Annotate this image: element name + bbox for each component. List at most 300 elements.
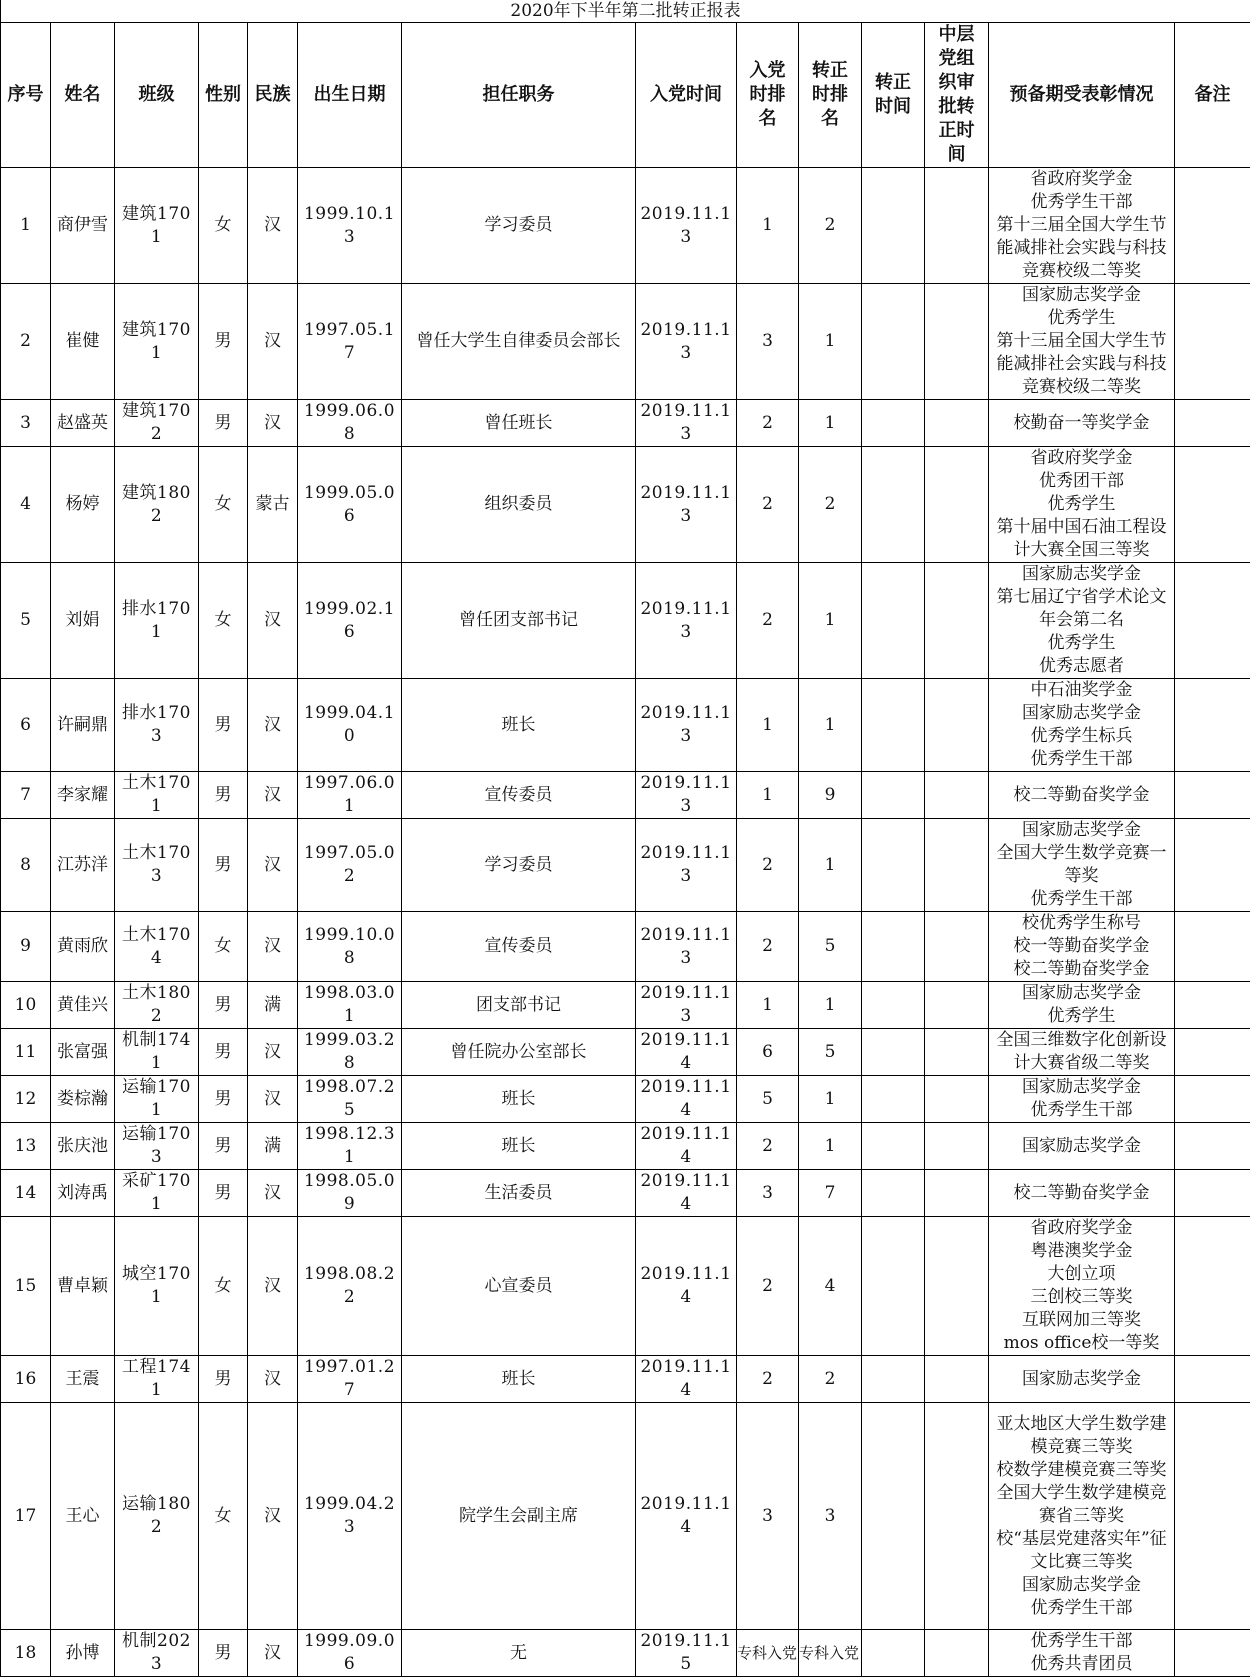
row-regular-rank: 9 bbox=[799, 772, 862, 819]
row-class: 建筑1802 bbox=[115, 447, 199, 563]
row-join-date: 2019.11.14 bbox=[636, 1029, 737, 1076]
row-name: 张庆池 bbox=[51, 1123, 115, 1170]
row-regular-time bbox=[862, 563, 925, 679]
row-join-date: 2019.11.13 bbox=[636, 563, 737, 679]
row-awards bbox=[989, 400, 1175, 447]
row-remarks bbox=[1175, 1170, 1250, 1217]
row-ethnicity: 汉 bbox=[248, 1630, 298, 1677]
row-birth: 1998.05.09 bbox=[298, 1170, 402, 1217]
row-gender: 男 bbox=[199, 1170, 248, 1217]
row-join-date: 2019.11.13 bbox=[636, 400, 737, 447]
header-join-rank: 入党时排名 bbox=[737, 23, 799, 168]
row-awards bbox=[989, 1123, 1175, 1170]
row-birth: 1999.02.16 bbox=[298, 563, 402, 679]
table-row bbox=[1, 1403, 1250, 1630]
row-position: 班长 bbox=[402, 1356, 636, 1403]
row-awards bbox=[989, 912, 1175, 982]
row-class: 土木1703 bbox=[115, 819, 199, 912]
row-birth: 1997.01.27 bbox=[298, 1356, 402, 1403]
row-join-rank: 2 bbox=[737, 400, 799, 447]
row-position: 组织委员 bbox=[402, 447, 636, 563]
row-gender: 男 bbox=[199, 679, 248, 772]
row-join-rank: 3 bbox=[737, 1403, 799, 1630]
table-row bbox=[1, 1356, 1250, 1403]
row-awards bbox=[989, 1356, 1175, 1403]
row-class: 土木1704 bbox=[115, 912, 199, 982]
header-gender: 性别 bbox=[199, 23, 248, 168]
header-ethnicity: 民族 bbox=[248, 23, 298, 168]
row-position: 宣传委员 bbox=[402, 912, 636, 982]
header-approval-time: 中层党组织审批转正时间 bbox=[925, 23, 989, 168]
table-row bbox=[1, 679, 1250, 772]
award-item: 国家励志奖学金 bbox=[991, 1135, 1172, 1158]
row-regular-rank: 1 bbox=[799, 400, 862, 447]
row-join-rank: 1 bbox=[737, 772, 799, 819]
row-ethnicity: 汉 bbox=[248, 1356, 298, 1403]
row-class: 机制2023 bbox=[115, 1630, 199, 1677]
table-row bbox=[1, 284, 1250, 400]
row-gender: 男 bbox=[199, 400, 248, 447]
award-item: 粤港澳奖学金 bbox=[991, 1240, 1172, 1263]
award-item: 国家励志奖学金 bbox=[991, 982, 1172, 1005]
row-birth: 1998.03.01 bbox=[298, 982, 402, 1029]
row-seq: 14 bbox=[1, 1170, 51, 1217]
row-join-rank: 3 bbox=[737, 284, 799, 400]
row-seq: 8 bbox=[1, 819, 51, 912]
row-seq: 16 bbox=[1, 1356, 51, 1403]
row-regular-rank: 2 bbox=[799, 447, 862, 563]
row-ethnicity: 汉 bbox=[248, 1403, 298, 1630]
row-gender: 女 bbox=[199, 1403, 248, 1630]
row-regular-time bbox=[862, 1076, 925, 1123]
award-item: 优秀团干部 bbox=[991, 470, 1172, 493]
row-regular-time bbox=[862, 819, 925, 912]
row-birth: 1998.08.22 bbox=[298, 1217, 402, 1356]
row-ethnicity: 汉 bbox=[248, 1076, 298, 1123]
award-item: 优秀共青团员 bbox=[991, 1653, 1172, 1676]
header-remarks: 备注 bbox=[1175, 23, 1250, 168]
row-regular-rank: 2 bbox=[799, 168, 862, 284]
row-regular-rank: 1 bbox=[799, 1123, 862, 1170]
row-remarks bbox=[1175, 679, 1250, 772]
row-awards bbox=[989, 168, 1175, 284]
row-approval-time bbox=[925, 1029, 989, 1076]
row-join-rank: 2 bbox=[737, 819, 799, 912]
row-awards bbox=[989, 679, 1175, 772]
row-seq: 2 bbox=[1, 284, 51, 400]
row-join-rank: 1 bbox=[737, 168, 799, 284]
row-awards bbox=[989, 284, 1175, 400]
award-item: 国家励志奖学金 bbox=[991, 563, 1172, 586]
award-item: 优秀学生 bbox=[991, 632, 1172, 655]
row-regular-time bbox=[862, 1217, 925, 1356]
award-item: 全国三维数字化创新设计大赛省级二等奖 bbox=[991, 1029, 1172, 1075]
row-regular-rank: 1 bbox=[799, 679, 862, 772]
row-ethnicity: 满 bbox=[248, 982, 298, 1029]
row-join-date: 2019.11.13 bbox=[636, 447, 737, 563]
row-regular-rank: 5 bbox=[799, 912, 862, 982]
award-item: 亚太地区大学生数学建模竞赛三等奖 bbox=[991, 1413, 1172, 1459]
row-regular-time bbox=[862, 400, 925, 447]
row-join-date: 2019.11.13 bbox=[636, 679, 737, 772]
row-approval-time bbox=[925, 1356, 989, 1403]
row-gender: 女 bbox=[199, 447, 248, 563]
row-regular-rank: 1 bbox=[799, 563, 862, 679]
row-approval-time bbox=[925, 1170, 989, 1217]
table-row bbox=[1, 912, 1250, 982]
award-item: 全国大学生数学建模竞赛省三等奖 bbox=[991, 1482, 1172, 1528]
row-awards bbox=[989, 819, 1175, 912]
table-row bbox=[1, 819, 1250, 912]
row-awards bbox=[989, 1029, 1175, 1076]
row-ethnicity: 蒙古 bbox=[248, 447, 298, 563]
row-remarks bbox=[1175, 912, 1250, 982]
row-approval-time bbox=[925, 772, 989, 819]
award-item: 省政府奖学金 bbox=[991, 1217, 1172, 1240]
award-item: 中石油奖学金 bbox=[991, 679, 1172, 702]
row-name: 曹卓颖 bbox=[51, 1217, 115, 1356]
row-regular-rank: 5 bbox=[799, 1029, 862, 1076]
row-approval-time bbox=[925, 1076, 989, 1123]
row-ethnicity: 汉 bbox=[248, 168, 298, 284]
row-remarks bbox=[1175, 400, 1250, 447]
row-regular-time bbox=[862, 1356, 925, 1403]
row-position: 班长 bbox=[402, 679, 636, 772]
row-regular-rank: 1 bbox=[799, 1076, 862, 1123]
row-awards bbox=[989, 1630, 1175, 1677]
row-name: 许嗣鼎 bbox=[51, 679, 115, 772]
award-item: 第七届辽宁省学术论文年会第二名 bbox=[991, 586, 1172, 632]
row-name: 崔健 bbox=[51, 284, 115, 400]
row-regular-time bbox=[862, 1630, 925, 1677]
row-class: 城空1701 bbox=[115, 1217, 199, 1356]
row-remarks bbox=[1175, 563, 1250, 679]
row-birth: 1999.03.28 bbox=[298, 1029, 402, 1076]
row-approval-time bbox=[925, 1217, 989, 1356]
row-join-rank: 3 bbox=[737, 1170, 799, 1217]
award-item: 校数学建模竞赛三等奖 bbox=[991, 1459, 1172, 1482]
row-regular-time bbox=[862, 982, 925, 1029]
header-join-date: 入党时间 bbox=[636, 23, 737, 168]
row-approval-time bbox=[925, 819, 989, 912]
award-item: 省政府奖学金 bbox=[991, 168, 1172, 191]
row-position: 学习委员 bbox=[402, 819, 636, 912]
row-seq: 13 bbox=[1, 1123, 51, 1170]
row-seq: 4 bbox=[1, 447, 51, 563]
header-regular-rank: 转正时排名 bbox=[799, 23, 862, 168]
row-ethnicity: 汉 bbox=[248, 679, 298, 772]
row-regular-time bbox=[862, 168, 925, 284]
row-regular-rank: 3 bbox=[799, 1403, 862, 1630]
row-gender: 男 bbox=[199, 284, 248, 400]
row-awards bbox=[989, 1076, 1175, 1123]
row-seq: 11 bbox=[1, 1029, 51, 1076]
row-class: 土木1802 bbox=[115, 982, 199, 1029]
award-item: 优秀学生干部 bbox=[991, 1630, 1172, 1653]
report-title: 2020年下半年第二批转正报表 bbox=[1, 0, 1250, 23]
row-join-date: 2019.11.13 bbox=[636, 982, 737, 1029]
row-position: 心宣委员 bbox=[402, 1217, 636, 1356]
row-gender: 男 bbox=[199, 772, 248, 819]
row-join-date: 2019.11.15 bbox=[636, 1630, 737, 1677]
row-position: 团支部书记 bbox=[402, 982, 636, 1029]
row-regular-rank: 1 bbox=[799, 819, 862, 912]
row-gender: 男 bbox=[199, 1029, 248, 1076]
row-remarks bbox=[1175, 1076, 1250, 1123]
award-item: 优秀学生干部 bbox=[991, 191, 1172, 214]
row-ethnicity: 汉 bbox=[248, 563, 298, 679]
row-class: 排水1701 bbox=[115, 563, 199, 679]
award-item: 国家励志奖学金 bbox=[991, 1368, 1172, 1391]
row-position: 曾任大学生自律委员会部长 bbox=[402, 284, 636, 400]
table-row bbox=[1, 1217, 1250, 1356]
award-item: mos office校一等奖 bbox=[991, 1332, 1172, 1355]
row-ethnicity: 汉 bbox=[248, 1170, 298, 1217]
row-class: 土木1701 bbox=[115, 772, 199, 819]
row-regular-time bbox=[862, 772, 925, 819]
header-regular-time: 转正时间 bbox=[862, 23, 925, 168]
table-body bbox=[1, 168, 1250, 1677]
row-regular-time bbox=[862, 1123, 925, 1170]
award-item: 校勤奋一等奖学金 bbox=[991, 412, 1172, 435]
row-gender: 女 bbox=[199, 168, 248, 284]
row-position: 曾任院办公室部长 bbox=[402, 1029, 636, 1076]
award-item: 优秀学生 bbox=[991, 1005, 1172, 1028]
row-position: 班长 bbox=[402, 1123, 636, 1170]
row-regular-rank: 专科入党 bbox=[799, 1630, 862, 1677]
row-join-date: 2019.11.14 bbox=[636, 1076, 737, 1123]
row-birth: 1998.07.25 bbox=[298, 1076, 402, 1123]
row-remarks bbox=[1175, 447, 1250, 563]
row-gender: 男 bbox=[199, 819, 248, 912]
table-row bbox=[1, 1170, 1250, 1217]
row-birth: 1999.06.08 bbox=[298, 400, 402, 447]
row-regular-rank: 7 bbox=[799, 1170, 862, 1217]
award-item: 优秀学生干部 bbox=[991, 1597, 1172, 1620]
award-item: 第十三届全国大学生节能减排社会实践与科技竞赛校级二等奖 bbox=[991, 214, 1172, 283]
header-seq: 序号 bbox=[1, 23, 51, 168]
row-approval-time bbox=[925, 679, 989, 772]
row-approval-time bbox=[925, 447, 989, 563]
row-name: 刘娟 bbox=[51, 563, 115, 679]
row-ethnicity: 汉 bbox=[248, 284, 298, 400]
table-row bbox=[1, 400, 1250, 447]
row-birth: 1997.05.02 bbox=[298, 819, 402, 912]
row-birth: 1999.10.13 bbox=[298, 168, 402, 284]
row-gender: 女 bbox=[199, 563, 248, 679]
row-join-date: 2019.11.14 bbox=[636, 1403, 737, 1630]
row-remarks bbox=[1175, 1217, 1250, 1356]
row-regular-rank: 2 bbox=[799, 1356, 862, 1403]
row-remarks bbox=[1175, 1356, 1250, 1403]
row-awards bbox=[989, 447, 1175, 563]
row-position: 生活委员 bbox=[402, 1170, 636, 1217]
award-item: 优秀学生干部 bbox=[991, 748, 1172, 771]
award-item: 优秀学生干部 bbox=[991, 1099, 1172, 1122]
row-class: 工程1741 bbox=[115, 1356, 199, 1403]
row-class: 机制1741 bbox=[115, 1029, 199, 1076]
award-item: 优秀学生标兵 bbox=[991, 725, 1172, 748]
table-row bbox=[1, 1123, 1250, 1170]
row-regular-time bbox=[862, 447, 925, 563]
row-name: 张富强 bbox=[51, 1029, 115, 1076]
award-item: 国家励志奖学金 bbox=[991, 1076, 1172, 1099]
row-seq: 17 bbox=[1, 1403, 51, 1630]
row-class: 建筑1701 bbox=[115, 284, 199, 400]
row-join-date: 2019.11.13 bbox=[636, 168, 737, 284]
row-gender: 男 bbox=[199, 982, 248, 1029]
row-birth: 1997.06.01 bbox=[298, 772, 402, 819]
row-name: 刘涛禹 bbox=[51, 1170, 115, 1217]
row-birth: 1999.04.10 bbox=[298, 679, 402, 772]
row-join-rank: 1 bbox=[737, 982, 799, 1029]
row-awards bbox=[989, 563, 1175, 679]
award-item: 第十届中国石油工程设计大赛全国三等奖 bbox=[991, 516, 1172, 562]
row-birth: 1999.09.06 bbox=[298, 1630, 402, 1677]
row-join-rank: 2 bbox=[737, 447, 799, 563]
row-join-rank: 2 bbox=[737, 912, 799, 982]
row-approval-time bbox=[925, 284, 989, 400]
row-approval-time bbox=[925, 982, 989, 1029]
row-class: 采矿1701 bbox=[115, 1170, 199, 1217]
row-remarks bbox=[1175, 284, 1250, 400]
row-name: 黄雨欣 bbox=[51, 912, 115, 982]
row-remarks bbox=[1175, 982, 1250, 1029]
row-join-date: 2019.11.13 bbox=[636, 772, 737, 819]
row-name: 杨婷 bbox=[51, 447, 115, 563]
row-gender: 男 bbox=[199, 1630, 248, 1677]
row-position: 院学生会副主席 bbox=[402, 1403, 636, 1630]
row-class: 建筑1701 bbox=[115, 168, 199, 284]
row-approval-time bbox=[925, 1403, 989, 1630]
row-remarks bbox=[1175, 772, 1250, 819]
row-gender: 女 bbox=[199, 1217, 248, 1356]
row-gender: 女 bbox=[199, 912, 248, 982]
row-awards bbox=[989, 1170, 1175, 1217]
row-ethnicity: 汉 bbox=[248, 912, 298, 982]
row-approval-time bbox=[925, 912, 989, 982]
row-name: 江苏洋 bbox=[51, 819, 115, 912]
award-item: 省政府奖学金 bbox=[991, 447, 1172, 470]
row-name: 商伊雪 bbox=[51, 168, 115, 284]
row-join-date: 2019.11.14 bbox=[636, 1217, 737, 1356]
award-item: 优秀学生 bbox=[991, 307, 1172, 330]
row-remarks bbox=[1175, 1123, 1250, 1170]
row-remarks bbox=[1175, 1630, 1250, 1677]
row-name: 李家耀 bbox=[51, 772, 115, 819]
row-name: 孙博 bbox=[51, 1630, 115, 1677]
row-class: 运输1703 bbox=[115, 1123, 199, 1170]
row-approval-time bbox=[925, 1123, 989, 1170]
row-position: 曾任班长 bbox=[402, 400, 636, 447]
row-class: 排水1703 bbox=[115, 679, 199, 772]
award-item: 校二等勤奋奖学金 bbox=[991, 1182, 1172, 1205]
row-seq: 1 bbox=[1, 168, 51, 284]
award-item: 优秀学生干部 bbox=[991, 888, 1172, 911]
row-regular-time bbox=[862, 1029, 925, 1076]
award-item: 校优秀学生称号 bbox=[991, 912, 1172, 935]
row-position: 班长 bbox=[402, 1076, 636, 1123]
row-birth: 1997.05.17 bbox=[298, 284, 402, 400]
award-item: 互联网加三等奖 bbox=[991, 1309, 1172, 1332]
table-row bbox=[1, 1630, 1250, 1677]
award-item: 国家励志奖学金 bbox=[991, 702, 1172, 725]
row-join-date: 2019.11.14 bbox=[636, 1170, 737, 1217]
row-remarks bbox=[1175, 1403, 1250, 1630]
row-join-rank: 专科入党 bbox=[737, 1630, 799, 1677]
row-remarks bbox=[1175, 819, 1250, 912]
row-join-rank: 5 bbox=[737, 1076, 799, 1123]
row-awards bbox=[989, 1403, 1175, 1630]
award-item: 三创校三等奖 bbox=[991, 1286, 1172, 1309]
award-item: 校一等勤奋奖学金 bbox=[991, 935, 1172, 958]
row-seq: 7 bbox=[1, 772, 51, 819]
row-approval-time bbox=[925, 1630, 989, 1677]
row-regular-time bbox=[862, 679, 925, 772]
row-join-rank: 1 bbox=[737, 679, 799, 772]
row-approval-time bbox=[925, 400, 989, 447]
row-regular-rank: 1 bbox=[799, 284, 862, 400]
row-seq: 3 bbox=[1, 400, 51, 447]
row-gender: 男 bbox=[199, 1123, 248, 1170]
row-position: 曾任团支部书记 bbox=[402, 563, 636, 679]
row-regular-time bbox=[862, 284, 925, 400]
row-birth: 1998.12.31 bbox=[298, 1123, 402, 1170]
row-join-date: 2019.11.14 bbox=[636, 1123, 737, 1170]
row-ethnicity: 汉 bbox=[248, 1029, 298, 1076]
table-row bbox=[1, 447, 1250, 563]
row-join-rank: 2 bbox=[737, 1217, 799, 1356]
table-row bbox=[1, 1076, 1250, 1123]
row-join-date: 2019.11.14 bbox=[636, 1356, 737, 1403]
header-class: 班级 bbox=[115, 23, 199, 168]
table-row bbox=[1, 982, 1250, 1029]
row-regular-rank: 4 bbox=[799, 1217, 862, 1356]
award-item: 国家励志奖学金 bbox=[991, 284, 1172, 307]
row-class: 运输1701 bbox=[115, 1076, 199, 1123]
award-item: 国家励志奖学金 bbox=[991, 1574, 1172, 1597]
row-remarks bbox=[1175, 1029, 1250, 1076]
row-seq: 9 bbox=[1, 912, 51, 982]
row-awards bbox=[989, 772, 1175, 819]
row-regular-rank: 1 bbox=[799, 982, 862, 1029]
row-remarks bbox=[1175, 168, 1250, 284]
row-position: 宣传委员 bbox=[402, 772, 636, 819]
row-join-rank: 2 bbox=[737, 563, 799, 679]
row-regular-time bbox=[862, 1403, 925, 1630]
row-name: 黄佳兴 bbox=[51, 982, 115, 1029]
table-row bbox=[1, 772, 1250, 819]
row-ethnicity: 汉 bbox=[248, 819, 298, 912]
row-position: 学习委员 bbox=[402, 168, 636, 284]
row-join-date: 2019.11.13 bbox=[636, 284, 737, 400]
row-birth: 1999.10.08 bbox=[298, 912, 402, 982]
row-regular-time bbox=[862, 1170, 925, 1217]
row-join-rank: 6 bbox=[737, 1029, 799, 1076]
row-name: 娄棕瀚 bbox=[51, 1076, 115, 1123]
award-item: 全国大学生数学竞赛一等奖 bbox=[991, 842, 1172, 888]
row-regular-time bbox=[862, 912, 925, 982]
header-name: 姓名 bbox=[51, 23, 115, 168]
row-join-rank: 2 bbox=[737, 1356, 799, 1403]
award-item: 优秀学生 bbox=[991, 493, 1172, 516]
row-approval-time bbox=[925, 563, 989, 679]
row-name: 王震 bbox=[51, 1356, 115, 1403]
row-birth: 1999.04.23 bbox=[298, 1403, 402, 1630]
header-birth: 出生日期 bbox=[298, 23, 402, 168]
row-name: 王心 bbox=[51, 1403, 115, 1630]
row-join-date: 2019.11.13 bbox=[636, 912, 737, 982]
